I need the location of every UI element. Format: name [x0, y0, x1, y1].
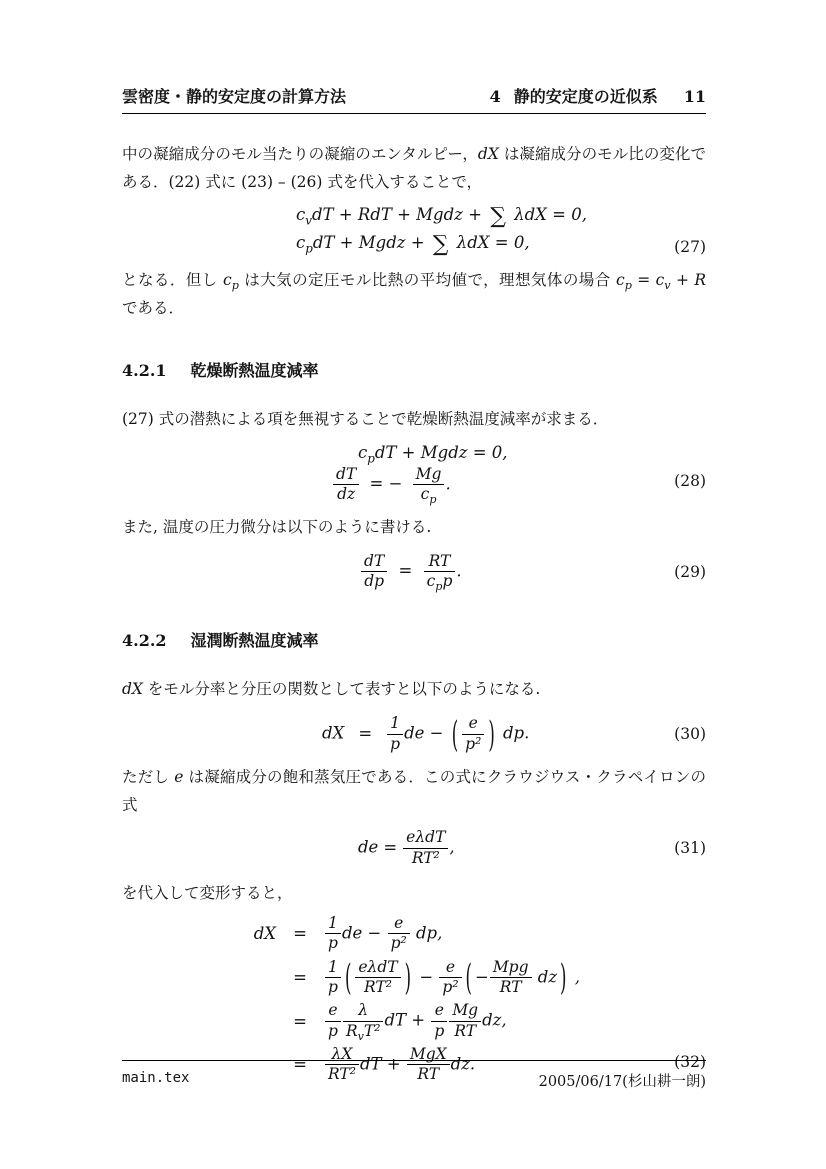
math-inline-cp: $c_p$ — [223, 271, 239, 293]
fraction: $\frac{1}{p}$ — [325, 959, 341, 997]
paragraph-intro: 中の凝縮成分のモル当たりの凝縮のエンタルピー，dX は凝縮成分のモル比の変化である．(22) 式に (23) – (26) 式を代入することで， — [122, 145, 706, 191]
equation-28-line-2: $\frac{dT}{dz}$ = − $\frac{Mg}{c_p}$ . — [332, 466, 706, 504]
footer-date-author: 2005/06/17(杉山耕一朗) — [538, 1074, 706, 1090]
equation-28-line-1: $c_pdT$ + Mgdz = 0, — [358, 443, 508, 466]
equation-number: (32) — [674, 1052, 706, 1071]
equation-32-line-4: = $\frac{\lambda X}{\text{RT²}}$ dT + $\frac{\text{MgX}}{RT}$ dz. — [293, 1045, 476, 1084]
fraction: $\frac{\text{eλdT}}{\text{RT²}}$ — [355, 959, 400, 997]
equation-30-line: dX = $\frac{1}{p}$ de − ( $\frac{e}{\text{p²}}$ ) dp. — [322, 713, 530, 755]
paragraph-cp-note: となる．但し $c_p$ は大気の定圧モル比熱の平均値で，理想気体の場合 $c_p = c_v + R$ である． — [122, 271, 707, 317]
heading-title: 湿潤断熱温度減率 — [190, 631, 319, 651]
equation-30 — [122, 715, 706, 753]
equation-28 — [122, 443, 706, 507]
equation-27-line-1: $c_vdT$ + RdT + Mgdz + ∑ λdX = 0, — [296, 204, 587, 229]
equation-31 — [122, 829, 706, 867]
fraction: $\frac{e}{p}$ — [431, 1002, 447, 1040]
heading-title: 乾燥断熱温度減率 — [190, 361, 319, 380]
summation-symbol: ∑ — [490, 204, 506, 229]
fraction: $\frac{Mg}{RT}$ — [449, 1002, 481, 1040]
left-paren: ( — [451, 713, 459, 755]
equation-number: (28) — [674, 471, 706, 490]
math-inline-dX: dX — [477, 145, 499, 163]
summation-symbol: ∑ — [432, 232, 449, 257]
heading-4-2-2 — [122, 628, 706, 651]
equation-number: (27) — [674, 238, 706, 256]
fraction: $\frac{dT}{dz}$ — [333, 466, 359, 504]
section-title: 静的安定度の近似系 — [513, 87, 658, 106]
fraction: $\frac{e}{p}$ — [325, 1002, 341, 1040]
fraction: $\frac{RT}{c_pp}$ — [424, 553, 456, 591]
fraction: $\frac{e}{\text{p²}}$ — [462, 715, 484, 753]
fraction: $\frac{1}{p}$ — [387, 715, 403, 753]
equation-27-line-2: $c_pdT$ + Mgdz + ∑ λdX = 0, — [296, 232, 530, 257]
math-inline-e: e — [174, 768, 184, 787]
heading-4-2-1 — [122, 358, 706, 381]
paragraph-substitute: を代入して変形すると， — [122, 883, 293, 902]
math-inline-cp-cv-R: $c_p = c_v + R$ — [616, 271, 707, 293]
running-title: 雲密度・静的安定度の計算方法 — [122, 87, 347, 106]
fraction: $\frac{\lambda}{R_vT^2}$ — [343, 1002, 384, 1040]
math-inline-dX: dX — [122, 680, 143, 699]
equation-32-line-3: = $\frac{e}{p}$ $\frac{\lambda}{R_vT^2}$ dT + $\frac{e}{p}$ $\frac{Mg}{RT}$ dz, — [293, 1001, 507, 1043]
right-paren: ) — [404, 957, 412, 998]
fraction: $\frac{\lambda X}{\text{RT²}}$ — [325, 1046, 359, 1084]
fraction: $\frac{\text{MgX}}{RT}$ — [407, 1046, 450, 1084]
left-paren: ( — [465, 957, 472, 998]
page-footer — [122, 1060, 706, 1091]
heading-number: 4.2.1 — [122, 361, 167, 380]
equation-number: (30) — [674, 725, 706, 744]
header-right — [490, 84, 706, 107]
fraction: $\frac{1}{p}$ — [325, 915, 341, 953]
fraction: $\frac{dT}{dp}$ — [361, 553, 387, 591]
paragraph-dry-adiabat: (27) 式の潜熱による項を無視することで乾燥断熱温度減率が求まる． — [122, 410, 609, 428]
paragraph-pressure-derivative: また, 温度の圧力微分は以下のように書ける. — [122, 517, 432, 536]
right-paren: ) — [560, 957, 567, 998]
paragraph-dX-function: dX をモル分率と分圧の関数として表すと以下のようになる. — [122, 680, 541, 699]
footer-filename: main.tex — [122, 1070, 190, 1086]
page-header — [122, 0, 706, 114]
equation-31-line: de = $\frac{\text{eλdT}}{\text{RT²}}$ , — [358, 828, 455, 867]
equation-32-line-2: = $\frac{1}{p}$ ( $\frac{\text{eλdT}}{\text{RT²}}$ ) − $\frac{e}{\text{p²}}$ ( − $\frac{\text{Mpg}}{RT}$ dz ) , — [293, 957, 580, 998]
fraction: $\frac{\text{Mpg}}{RT}$ — [490, 959, 532, 997]
left-paren: ( — [344, 957, 352, 998]
fraction: $\frac{Mg}{c_p}$ — [413, 466, 445, 504]
fraction: $\frac{e}{\text{p²}}$ — [388, 915, 410, 953]
equation-29 — [122, 551, 706, 594]
paragraph-clausius-clapeyron: ただし e は凝縮成分の飽和蒸気圧である．この式にクラウジウス・クラペイロンの式 — [122, 768, 706, 815]
page-content — [122, 0, 706, 1084]
page-number: 11 — [683, 87, 706, 106]
heading-number: 4.2.2 — [122, 631, 167, 651]
equation-number: (29) — [674, 562, 706, 581]
fraction: $\frac{\text{eλdT}}{\text{RT²}}$ — [403, 829, 448, 867]
equation-number: (31) — [674, 839, 706, 858]
equation-27 — [122, 204, 706, 257]
equation-32 — [122, 915, 706, 1084]
fraction: $\frac{e}{\text{p²}}$ — [439, 959, 461, 997]
equation-32-line-1: dX = $\frac{1}{p}$ de − $\frac{e}{\text{p²}}$ dp, — [253, 913, 443, 953]
right-paren: ) — [488, 713, 495, 755]
equation-29-line: $\frac{dT}{dp}$ = $\frac{RT}{c_pp}$ . — [360, 553, 706, 591]
section-number: 4 — [489, 87, 501, 106]
